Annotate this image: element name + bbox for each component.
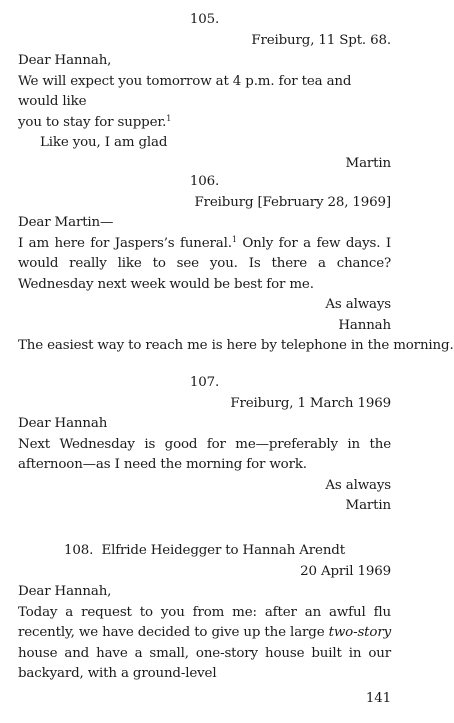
- letter-place-date: Freiburg, 1 March 1969: [230, 395, 391, 411]
- letter-closing: As always: [325, 297, 391, 312]
- letter-body: We will expect you tomorrow at 4 p.m. for tea and would like you to stay for supper.$^1$ Like you, I am glad: [18, 73, 352, 150]
- letter-signature: Martin: [345, 498, 391, 513]
- letter-number: 105.: [189, 12, 220, 27]
- letter-postscript: The easiest way to reach me is here by telephone in the morning.: [18, 338, 454, 353]
- letter-108: [18, 541, 391, 685]
- letter-105: [18, 10, 391, 174]
- letter-salutation: Dear Hannah,: [18, 53, 112, 68]
- footnote-marker: 1: [166, 113, 172, 123]
- letter-closing: As always: [325, 477, 391, 493]
- page-number: 141: [365, 691, 391, 706]
- footnote-marker: 1: [231, 234, 237, 244]
- letter-place-date: Freiburg, 11 Spt. 68.: [251, 32, 391, 48]
- letter-number: 106.: [189, 174, 220, 189]
- letter-heading: 108. Elfride Heidegger to Hannah Arendt: [64, 543, 345, 558]
- letter-signature: Hannah: [338, 317, 391, 333]
- letter-place-date: Freiburg [February 28, 1969]: [194, 194, 391, 210]
- letter-number: 107.: [189, 375, 220, 390]
- letter-107: [18, 373, 391, 517]
- letter-salutation: Dear Hannah,: [18, 584, 112, 599]
- letter-106: [18, 172, 454, 357]
- letter-signature: Martin: [345, 155, 391, 171]
- letter-place-date: 20 April 1969: [300, 563, 391, 579]
- letter-body: Today a request to you from me: after an awful flu recently, we have decided to give up the large two-story house and have a small, one-story house built in our backyard, with a ground-level: [18, 604, 391, 681]
- letter-body: Next Wednesday is good for me—preferably in the afternoon—as I need the morning for work.: [18, 436, 391, 472]
- letter-body: I am here for Jaspers’s funeral.$^1$ Only for a few days. I would really like to see you. Is there a chance? Wednesday next week would be best for me.: [18, 234, 391, 292]
- letter-salutation: Dear Hannah: [18, 416, 108, 431]
- letter-salutation: Dear Martin—: [18, 215, 114, 230]
